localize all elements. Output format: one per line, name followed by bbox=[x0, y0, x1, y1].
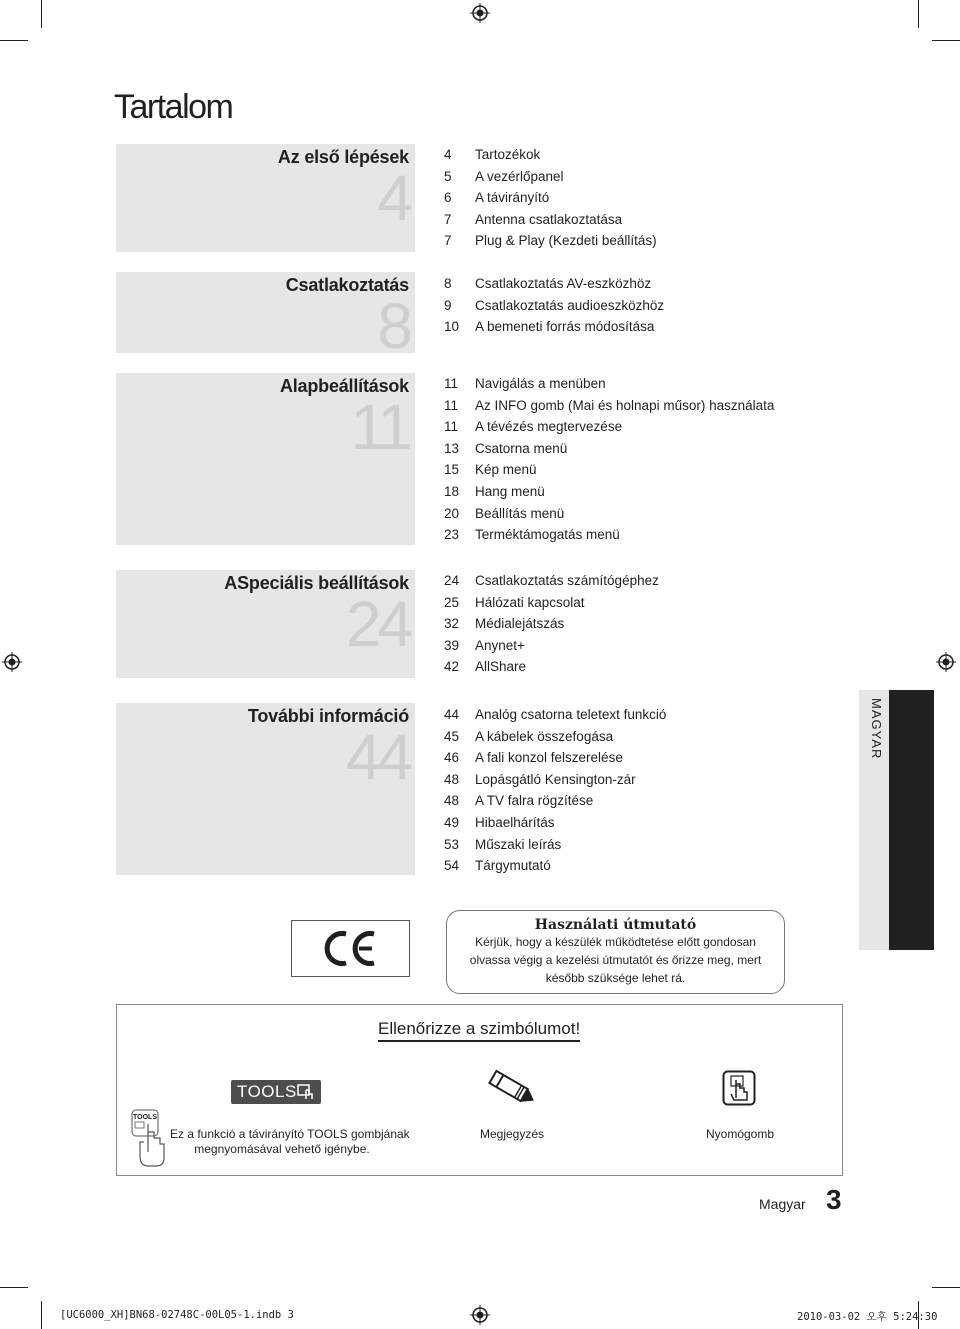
section-block bbox=[116, 144, 415, 252]
toc-label: A kábelek összefogása bbox=[475, 728, 614, 744]
toc-entry[interactable] bbox=[444, 769, 666, 791]
toc-entry[interactable] bbox=[444, 459, 774, 481]
user-guide-notice bbox=[446, 910, 785, 994]
section-block bbox=[116, 703, 415, 875]
toc-page: 48 bbox=[444, 771, 460, 787]
guide-text-line: Kérjük, hogy a készülék működtetése előtt gondosan bbox=[475, 935, 756, 949]
toc-entry[interactable] bbox=[444, 635, 659, 657]
toc-label: A fali konzol felszerelése bbox=[475, 750, 623, 766]
toc-entry[interactable] bbox=[444, 481, 774, 503]
ce-mark-box bbox=[291, 920, 410, 977]
section-toc-list bbox=[444, 273, 664, 338]
registration-mark-icon bbox=[470, 1305, 490, 1325]
toc-label: AllShare bbox=[475, 659, 527, 675]
language-tab-bar bbox=[889, 690, 934, 950]
footer-page-number: 3 bbox=[826, 1184, 842, 1215]
toc-page: 9 bbox=[444, 297, 452, 313]
section-toc-list bbox=[444, 373, 774, 546]
toc-entry[interactable] bbox=[444, 438, 774, 460]
toc-entry[interactable] bbox=[444, 316, 664, 338]
remote-hand-icon bbox=[130, 1108, 172, 1170]
toc-page: 11 bbox=[444, 419, 459, 435]
toc-page: 18 bbox=[444, 483, 460, 499]
toc-page: 32 bbox=[444, 616, 460, 632]
toc-page: 4 bbox=[444, 147, 452, 162]
section-title: ASpeciális beállítások bbox=[224, 573, 409, 593]
toc-label: Beállítás menü bbox=[475, 505, 565, 521]
toc-page: 11 bbox=[444, 397, 459, 413]
toc-entry[interactable] bbox=[444, 187, 657, 209]
toc-page: 11 bbox=[444, 376, 459, 391]
toc-page: 54 bbox=[444, 858, 460, 874]
toc-entry[interactable] bbox=[444, 273, 664, 295]
section-title: További információ bbox=[247, 706, 409, 726]
toc-page: 8 bbox=[444, 276, 452, 291]
tools-caption-line: megnyomásával vehető igénybe. bbox=[194, 1142, 370, 1156]
toc-label: Analóg csatorna teletext funkció bbox=[475, 707, 667, 722]
toc-page: 24 bbox=[444, 573, 460, 588]
toc-label: Kép menü bbox=[475, 462, 537, 478]
toc-label: Csatorna menü bbox=[475, 440, 568, 456]
crop-mark bbox=[41, 0, 42, 28]
toc-label: Csatlakoztatás AV-eszközhöz bbox=[475, 276, 652, 291]
toc-page: 46 bbox=[444, 750, 460, 766]
toc-entry[interactable] bbox=[444, 230, 657, 252]
tools-icon-label: TOOLS bbox=[133, 1114, 157, 1121]
crop-mark bbox=[932, 1287, 960, 1288]
toc-entry[interactable] bbox=[444, 166, 657, 188]
tools-badge-label: TOOLS bbox=[237, 1082, 297, 1101]
toc-entry[interactable] bbox=[444, 704, 666, 726]
toc-label: A távirányító bbox=[475, 190, 550, 206]
crop-mark bbox=[932, 40, 960, 41]
toc-entry[interactable] bbox=[444, 747, 666, 769]
section-page-number: 44 bbox=[345, 721, 409, 793]
toc-label: Műszaki leírás bbox=[475, 836, 562, 852]
guide-heading: Használati útmutató bbox=[534, 917, 697, 933]
registration-mark-icon bbox=[936, 652, 956, 672]
toc-label: A bemeneti forrás módosítása bbox=[475, 319, 655, 335]
footer-language: Magyar bbox=[759, 1196, 806, 1212]
toc-label: Csatlakoztatás számítógéphez bbox=[475, 573, 659, 588]
toc-label: Hálózati kapcsolat bbox=[475, 594, 585, 610]
toc-label: Navigálás a menüben bbox=[475, 376, 606, 391]
registration-mark-icon bbox=[2, 652, 22, 672]
tools-caption bbox=[170, 1127, 410, 1157]
toc-label: Hibaelhárítás bbox=[475, 814, 555, 830]
section-toc-list bbox=[444, 144, 657, 252]
section-toc-list bbox=[444, 704, 666, 877]
crop-mark bbox=[41, 1301, 42, 1329]
toc-page: 48 bbox=[444, 793, 460, 809]
toc-page: 49 bbox=[444, 814, 460, 830]
symbols-heading: Ellenőrizze a szimbólumot! bbox=[378, 1019, 580, 1042]
toc-entry[interactable] bbox=[444, 855, 666, 877]
slug-file: [UC6000_XH]BN68-02748C-00L05-1.indb 3 bbox=[60, 1309, 294, 1321]
toc-entry[interactable] bbox=[444, 416, 774, 438]
toc-entry[interactable] bbox=[444, 144, 657, 166]
toc-page: 7 bbox=[444, 233, 452, 249]
toc-page: 25 bbox=[444, 594, 460, 610]
toc-entry[interactable] bbox=[444, 790, 666, 812]
ce-mark-icon bbox=[292, 921, 409, 976]
section-block bbox=[116, 272, 415, 362]
toc-page: 53 bbox=[444, 836, 460, 852]
section-page-number: 11 bbox=[350, 391, 409, 463]
section-page-number: 8 bbox=[377, 290, 409, 362]
section-block bbox=[116, 570, 415, 678]
toc-label: A vezérlőpanel bbox=[475, 168, 564, 184]
page-title: Tartalom bbox=[114, 88, 233, 126]
tools-caption-line: Ez a funkció a távirányító TOOLS gombjának bbox=[170, 1127, 410, 1141]
toc-label: Terméktámogatás menü bbox=[475, 527, 620, 543]
toc-entry[interactable] bbox=[444, 209, 657, 231]
note-caption: Megjegyzés bbox=[479, 1127, 545, 1141]
crop-mark bbox=[0, 1287, 28, 1288]
toc-page: 20 bbox=[444, 505, 460, 521]
toc-label: Lopásgátló Kensington-zár bbox=[475, 771, 636, 787]
registration-mark-icon bbox=[470, 3, 490, 23]
section-toc-list bbox=[444, 570, 659, 678]
toc-page: 5 bbox=[444, 168, 452, 184]
section-block bbox=[116, 373, 415, 545]
toc-page: 6 bbox=[444, 190, 452, 206]
toc-label: Csatlakoztatás audioeszközhöz bbox=[475, 297, 665, 313]
crop-mark bbox=[0, 40, 28, 41]
toc-label: Anynet+ bbox=[475, 637, 525, 653]
toc-page: 42 bbox=[444, 659, 460, 675]
note-pencil-icon bbox=[484, 1068, 540, 1108]
toc-entry[interactable] bbox=[444, 373, 774, 395]
toc-label: Tárgymutató bbox=[475, 858, 551, 874]
section-title: Csatlakoztatás bbox=[285, 275, 409, 295]
toc-label: Az INFO gomb (Mai és holnapi műsor) használata bbox=[475, 397, 775, 413]
toc-label: Plug & Play (Kezdeti beállítás) bbox=[475, 233, 657, 249]
toc-label: A TV falra rögzítése bbox=[475, 793, 594, 809]
toc-entry[interactable] bbox=[444, 726, 666, 748]
toc-label: Médialejátszás bbox=[475, 616, 565, 632]
slug-timestamp: 2010-03-02 오후 5:24:30 bbox=[797, 1311, 938, 1323]
toc-entry[interactable] bbox=[444, 656, 659, 678]
button-caption: Nyomógomb bbox=[705, 1127, 775, 1141]
toc-page: 44 bbox=[444, 707, 460, 722]
section-page-number: 24 bbox=[345, 588, 409, 660]
tools-badge bbox=[231, 1080, 321, 1104]
toc-page: 13 bbox=[444, 440, 460, 456]
toc-entry[interactable] bbox=[444, 592, 659, 614]
push-button-icon bbox=[722, 1070, 756, 1106]
guide-text-line: olvassa végig a kezelési útmutatót és őrizze meg, mert bbox=[469, 953, 762, 967]
language-tab-label: MAGYAR bbox=[869, 698, 884, 760]
toc-label: Hang menü bbox=[475, 483, 545, 499]
toc-entry[interactable] bbox=[444, 395, 774, 417]
toc-entry[interactable] bbox=[444, 295, 664, 317]
section-title: Az első lépések bbox=[277, 147, 409, 167]
toc-entry[interactable] bbox=[444, 524, 774, 546]
toc-label: Antenna csatlakoztatása bbox=[475, 211, 623, 227]
toc-page: 7 bbox=[444, 211, 452, 227]
toc-entry[interactable] bbox=[444, 570, 659, 592]
toc-entry[interactable] bbox=[444, 812, 666, 834]
toc-page: 10 bbox=[444, 319, 460, 335]
toc-entry[interactable] bbox=[444, 503, 774, 525]
toc-label: Tartozékok bbox=[475, 147, 541, 162]
guide-text-line: később szüksége lehet rá. bbox=[545, 971, 686, 985]
toc-page: 15 bbox=[444, 462, 460, 478]
toc-entry[interactable] bbox=[444, 834, 666, 856]
section-title: Alapbeállítások bbox=[279, 376, 409, 396]
section-page-number: 4 bbox=[377, 162, 409, 234]
toc-page: 23 bbox=[444, 527, 460, 543]
toc-page: 39 bbox=[444, 637, 460, 653]
toc-page: 45 bbox=[444, 728, 460, 744]
tools-hand-icon bbox=[297, 1083, 317, 1101]
toc-label: A tévézés megtervezése bbox=[475, 419, 623, 435]
crop-mark bbox=[918, 0, 919, 28]
toc-entry[interactable] bbox=[444, 613, 659, 635]
